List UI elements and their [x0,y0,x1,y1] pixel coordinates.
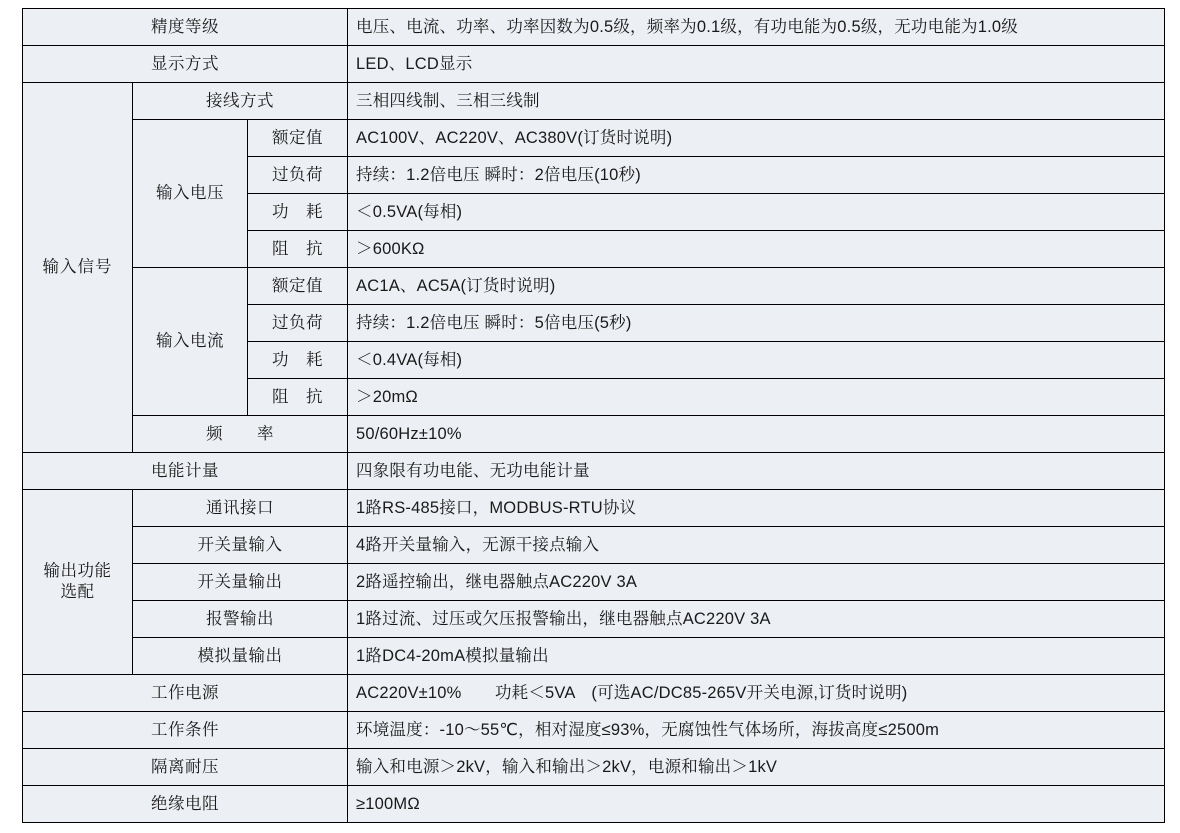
row-value-do: 2路遥控输出，继电器触点AC220V 3A [348,564,1165,601]
row-label-display: 显示方式 [23,46,348,83]
row-label-current-impedance: 阻 抗 [248,379,348,416]
row-label-current-power: 功 耗 [248,342,348,379]
row-value-comm-interface: 1路RS-485接口，MODBUS-RTU协议 [348,490,1165,527]
row-label-comm-interface: 通讯接口 [133,490,348,527]
group-label-output-function-line1: 输出功能 [43,562,112,581]
group-label-input-current: 输入电流 [133,268,248,416]
row-value-voltage-overload: 持续：1.2倍电压 瞬时：2倍电压(10秒) [348,157,1165,194]
row-label-di: 开关量输入 [133,527,348,564]
row-value-accuracy: 电压、电流、功率、功率因数为0.5级，频率为0.1级，有功电能为0.5级，无功电能为1.0级 [348,9,1165,46]
row-label-voltage-rated: 额定值 [248,120,348,157]
group-label-input-signal: 输入信号 [23,83,133,453]
table-row [23,749,1165,786]
row-label-insulation-resistance: 绝缘电阻 [23,786,348,823]
row-label-energy-metering: 电能计量 [23,453,348,490]
specification-table [22,8,1165,823]
row-value-energy-metering: 四象限有功电能、无功电能计量 [348,453,1165,490]
row-value-isolation-voltage: 输入和电源＞2kV，输入和输出＞2kV，电源和输出＞1kV [348,749,1165,786]
row-label-voltage-power: 功 耗 [248,194,348,231]
row-value-alarm-output: 1路过流、过压或欠压报警输出，继电器触点AC220V 3A [348,601,1165,638]
table-row [23,453,1165,490]
table-row [23,638,1165,675]
table-row [23,675,1165,712]
row-label-alarm-output: 报警输出 [133,601,348,638]
group-label-output-function [23,490,133,675]
row-label-working-conditions: 工作条件 [23,712,348,749]
row-label-voltage-impedance: 阻 抗 [248,231,348,268]
table-row [23,712,1165,749]
table-body [23,9,1165,823]
row-value-wiring: 三相四线制、三相三线制 [348,83,1165,120]
row-value-display: LED、LCD显示 [348,46,1165,83]
row-label-wiring: 接线方式 [133,83,348,120]
row-label-voltage-overload: 过负荷 [248,157,348,194]
table-row [23,601,1165,638]
table-row [23,564,1165,601]
row-value-current-power: ＜0.4VA(每相) [348,342,1165,379]
row-value-voltage-power: ＜0.5VA(每相) [348,194,1165,231]
table-row [23,46,1165,83]
table-row [23,527,1165,564]
row-value-voltage-impedance: ＞600KΩ [348,231,1165,268]
row-value-current-impedance: ＞20mΩ [348,379,1165,416]
table-row [23,268,1165,305]
table-row [23,83,1165,120]
row-value-insulation-resistance: ≥100MΩ [348,786,1165,823]
row-label-analog-output: 模拟量输出 [133,638,348,675]
row-label-current-overload: 过负荷 [248,305,348,342]
row-label-power-supply: 工作电源 [23,675,348,712]
row-value-current-overload: 持续：1.2倍电压 瞬时：5倍电压(5秒) [348,305,1165,342]
row-label-current-rated: 额定值 [248,268,348,305]
table-row [23,9,1165,46]
group-label-output-function-line2: 选配 [60,583,95,601]
row-label-do: 开关量输出 [133,564,348,601]
row-label-frequency: 频 率 [133,416,348,453]
row-value-working-conditions: 环境温度：-10～55℃，相对湿度≤93%，无腐蚀性气体场所，海拔高度≤2500m [348,712,1165,749]
row-label-accuracy: 精度等级 [23,9,348,46]
row-label-isolation-voltage: 隔离耐压 [23,749,348,786]
row-value-frequency: 50/60Hz±10% [348,416,1165,453]
row-value-power-supply: AC220V±10% 功耗＜5VA (可选AC/DC85-265V开关电源,订货时说明) [348,675,1165,712]
table-row [23,490,1165,527]
table-row [23,416,1165,453]
table-row [23,120,1165,157]
row-value-voltage-rated: AC100V、AC220V、AC380V(订货时说明) [348,120,1165,157]
table-row [23,786,1165,823]
row-value-analog-output: 1路DC4-20mA模拟量输出 [348,638,1165,675]
row-value-di: 4路开关量输入，无源干接点输入 [348,527,1165,564]
group-label-input-voltage: 输入电压 [133,120,248,268]
row-value-current-rated: AC1A、AC5A(订货时说明) [348,268,1165,305]
